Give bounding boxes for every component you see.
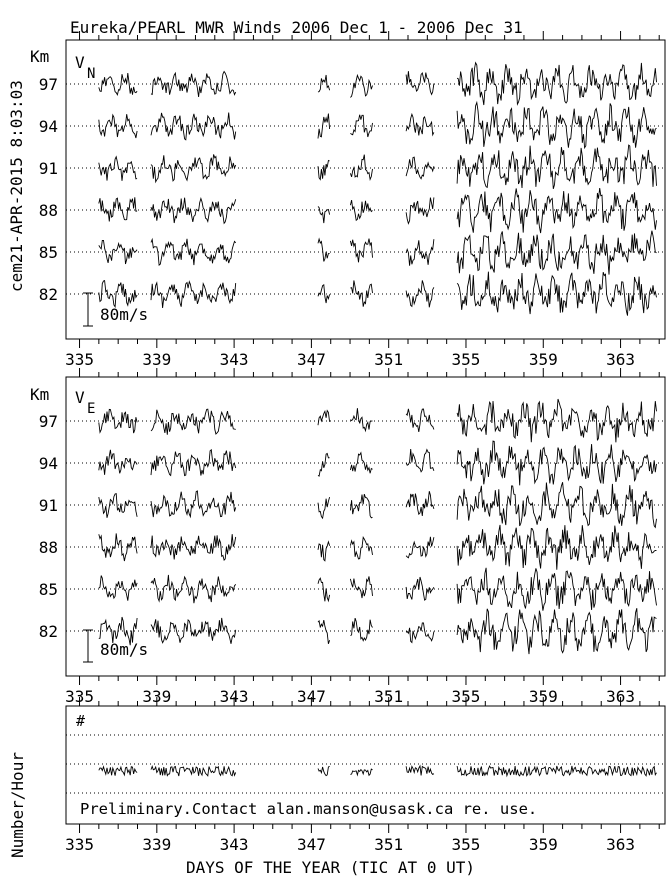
panel-vn-scale-label: 80m/s [100,305,149,324]
panel-count-gridlines [66,735,665,793]
panel-ve-component-sub: E [87,401,96,417]
panel-ve-height-labels [39,412,58,641]
vn-trace-85-seg-5 [457,231,656,275]
ve-trace-82-seg-2 [318,620,330,644]
ve-trace-97-seg-2 [318,411,330,426]
ve-trace-97-seg-0 [99,409,137,433]
count-trace-seg-5 [457,766,656,776]
panel-ve-traces [99,399,657,654]
vn-xtick-label-343: 343 [219,350,249,369]
ve-trace-82-seg-4 [406,623,434,643]
panel-vn [30,31,665,369]
vn-height-label-88: 88 [38,201,58,220]
vn-height-label-82: 82 [38,285,58,304]
vn-trace-82-seg-3 [350,280,372,306]
vn-trace-88-seg-4 [406,197,434,223]
vn-xtick-label-335: 335 [65,350,94,369]
vn-trace-85-seg-0 [99,240,137,264]
panel-ve [30,368,665,706]
contact-note: Preliminary.Contact alan.manson@usask.ca re. use. [80,800,538,818]
ve-trace-91-seg-4 [406,491,434,516]
panel-ve-ylabel: Km [30,385,50,404]
vn-xtick-label-363: 363 [606,350,636,369]
ve-trace-97-seg-3 [350,408,372,431]
vn-xtick-label-355: 355 [451,350,481,369]
ve-trace-91-seg-0 [99,494,137,518]
count-xtick-label-351: 351 [374,835,404,854]
count-xtick-label-355: 355 [451,835,481,854]
ve-height-label-88: 88 [38,538,58,557]
ve-trace-91-seg-1 [151,491,236,517]
ve-trace-85-seg-2 [318,578,330,601]
panel-vn-height-labels [39,75,58,304]
ve-height-label-97: 97 [38,412,58,431]
panel-ve-xticks [80,368,660,685]
count-trace-seg-0 [99,767,137,776]
count-trace-seg-4 [406,766,434,775]
ve-xtick-label-355: 355 [451,687,481,706]
ve-trace-88-seg-3 [350,537,372,559]
vn-trace-94-seg-0 [99,114,137,138]
ve-trace-88-seg-2 [318,542,330,561]
ve-trace-94-seg-4 [406,449,434,472]
vn-trace-82-seg-2 [318,285,330,303]
panel-vn-component: V [75,53,85,72]
vn-trace-94-seg-5 [457,103,656,148]
vn-trace-91-seg-2 [318,161,330,180]
ve-trace-85-seg-5 [457,568,656,611]
vn-trace-82-seg-1 [151,282,236,308]
count-xtick-label-347: 347 [296,835,326,854]
count-xtick-label-359: 359 [528,835,558,854]
vn-trace-97-seg-4 [406,71,434,94]
ve-xtick-label-359: 359 [528,687,558,706]
vn-trace-85-seg-3 [350,239,372,263]
vn-height-label-91: 91 [38,159,58,178]
ve-trace-97-seg-4 [406,409,434,432]
vn-trace-88-seg-3 [350,200,372,220]
vn-trace-97-seg-2 [318,75,330,92]
ve-trace-94-seg-3 [350,453,372,474]
ve-xtick-label-335: 335 [65,687,94,706]
vn-xtick-label-347: 347 [296,350,326,369]
ve-trace-94-seg-0 [99,450,137,475]
panel-vn-ylabel: Km [30,47,50,66]
vn-trace-94-seg-3 [350,115,372,137]
panel-ve-component: V [75,388,85,407]
count-xtick-label-335: 335 [65,835,94,854]
panel-count [8,697,665,858]
vn-trace-94-seg-4 [406,114,434,135]
panel-count-trace [99,766,657,776]
count-xtick-label-339: 339 [142,835,172,854]
panel-count-marker: # [76,712,86,730]
ve-trace-91-seg-3 [350,494,372,518]
ve-trace-85-seg-1 [151,575,236,603]
vn-trace-91-seg-0 [99,157,137,181]
panel-count-xtick-labels [65,835,635,854]
side-label: cem21-APR-2015 8:03:03 [7,80,26,292]
vn-height-label-97: 97 [38,75,58,94]
ve-trace-82-seg-3 [350,618,372,641]
ve-xtick-label-343: 343 [219,687,249,706]
vn-trace-88-seg-5 [457,188,656,233]
vn-height-label-85: 85 [38,243,58,262]
count-trace-seg-2 [318,766,330,775]
panel-vn-traces [99,63,657,316]
vn-trace-97-seg-0 [99,73,137,95]
chart-title: Eureka/PEARL MWR Winds 2006 Dec 1 - 2006 Dec 31 [70,18,523,37]
vn-xtick-label-351: 351 [374,350,404,369]
ve-xtick-label-347: 347 [296,687,326,706]
ve-xtick-label-339: 339 [142,687,172,706]
ve-height-label-94: 94 [38,454,58,473]
ve-trace-94-seg-1 [151,450,236,476]
vn-trace-85-seg-2 [318,239,330,262]
count-trace-seg-3 [350,769,372,775]
ve-xtick-label-351: 351 [374,687,404,706]
vn-trace-97-seg-3 [350,75,372,97]
vn-trace-88-seg-2 [318,207,330,224]
ve-trace-85-seg-0 [99,576,137,601]
vn-trace-91-seg-5 [457,145,656,189]
ve-height-label-85: 85 [38,580,58,599]
ve-trace-97-seg-1 [151,409,236,435]
ve-trace-91-seg-2 [318,497,330,518]
count-trace-seg-1 [151,766,236,776]
count-xtick-label-343: 343 [219,835,249,854]
vn-xtick-label-359: 359 [528,350,558,369]
vn-height-label-94: 94 [38,117,58,136]
count-xtick-label-363: 363 [606,835,636,854]
vn-trace-91-seg-3 [350,155,372,180]
vn-trace-82-seg-0 [99,281,137,307]
panel-count-ylabel: Number/Hour [8,752,27,858]
x-axis-label: DAYS OF THE YEAR (TIC AT 0 UT) [186,858,475,877]
ve-xtick-label-363: 363 [606,687,636,706]
vn-trace-94-seg-2 [318,114,330,139]
vn-xtick-label-339: 339 [142,350,172,369]
vn-trace-88-seg-0 [99,197,137,221]
panel-vn-xtick-labels [65,350,635,369]
ve-trace-94-seg-2 [318,454,330,477]
panel-vn-component-sub: N [87,66,96,82]
ve-height-label-91: 91 [38,496,58,515]
ve-trace-85-seg-3 [350,576,372,598]
panel-ve-scale-label: 80m/s [100,640,149,659]
ve-trace-88-seg-0 [99,533,137,561]
ve-height-label-82: 82 [38,622,58,641]
